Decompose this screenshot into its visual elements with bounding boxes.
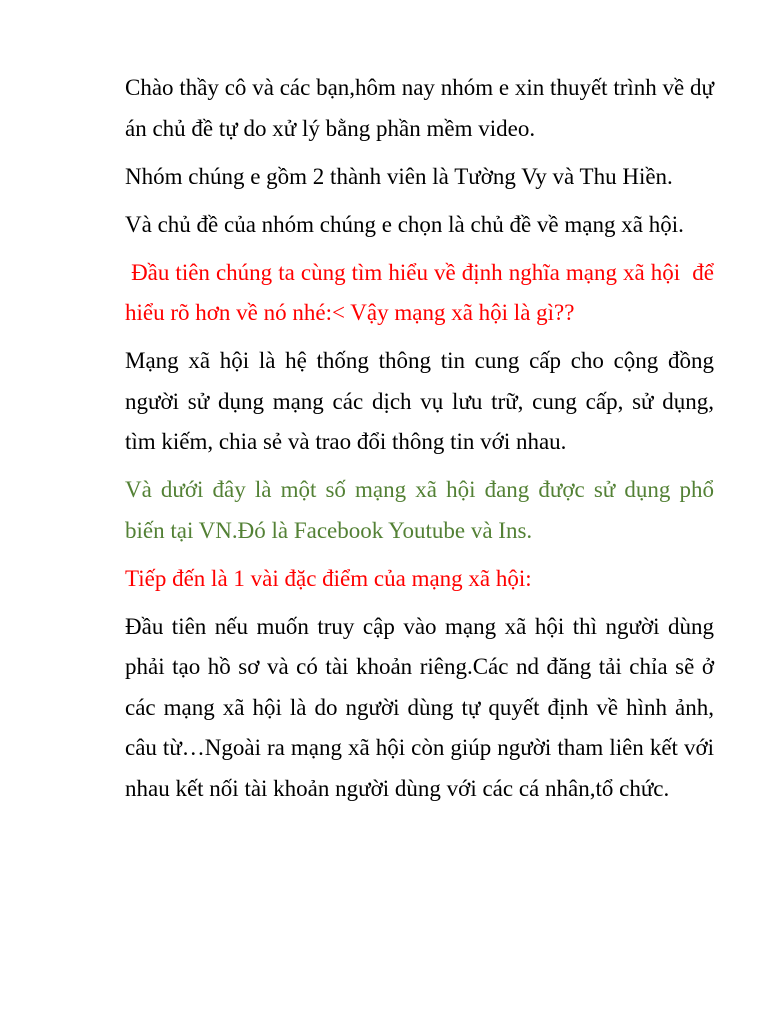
paragraph-definition: Mạng xã hội là hệ thống thông tin cung cấp cho cộng đồng người sử dụng mạng các dịch vụ lưu trữ, cung cấp, sử dụng, tìm kiếm, chia sẻ và trao đổi thông tin với nhau. bbox=[125, 348, 714, 454]
paragraph-popular-networks: Và dưới đây là một số mạng xã hội đang được sử dụng phổ biến tại VN.Đó là Facebook Youtube và Ins. bbox=[125, 477, 714, 543]
paragraph-members: Nhóm chúng e gồm 2 thành viên là Tường Vy và Thu Hiền. bbox=[125, 163, 673, 189]
paragraph-topic: Và chủ đề của nhóm chúng e chọn là chủ đề về mạng xã hội. bbox=[125, 211, 684, 237]
document-page bbox=[125, 68, 720, 817]
paragraph-definition-intro: Đầu tiên chúng ta cùng tìm hiểu về định nghĩa mạng xã hội để hiểu rõ hơn về nó nhé:< Vậy mạng xã hội là gì?? bbox=[125, 259, 720, 325]
paragraph-features-intro: Tiếp đến là 1 vài đặc điểm của mạng xã hội: bbox=[125, 565, 532, 591]
paragraph-greeting: Chào thầy cô và các bạn,hôm nay nhóm e xin thuyết trình về dự án chủ đề tự do xử lý bằng phần mềm video. bbox=[125, 75, 714, 141]
paragraph-features: Đầu tiên nếu muốn truy cập vào mạng xã hội thì người dùng phải tạo hồ sơ và có tài khoản riêng.Các nd đăng tải chỉa sẽ ở các mạng xã hội là do người dùng tự quyết định về hình ảnh, câu từ…Ngoài ra mạng xã hội còn giúp người tham liên kết với nhau kết nối tài khoản người dùng với các cá nhân,tổ chức. bbox=[125, 613, 714, 801]
